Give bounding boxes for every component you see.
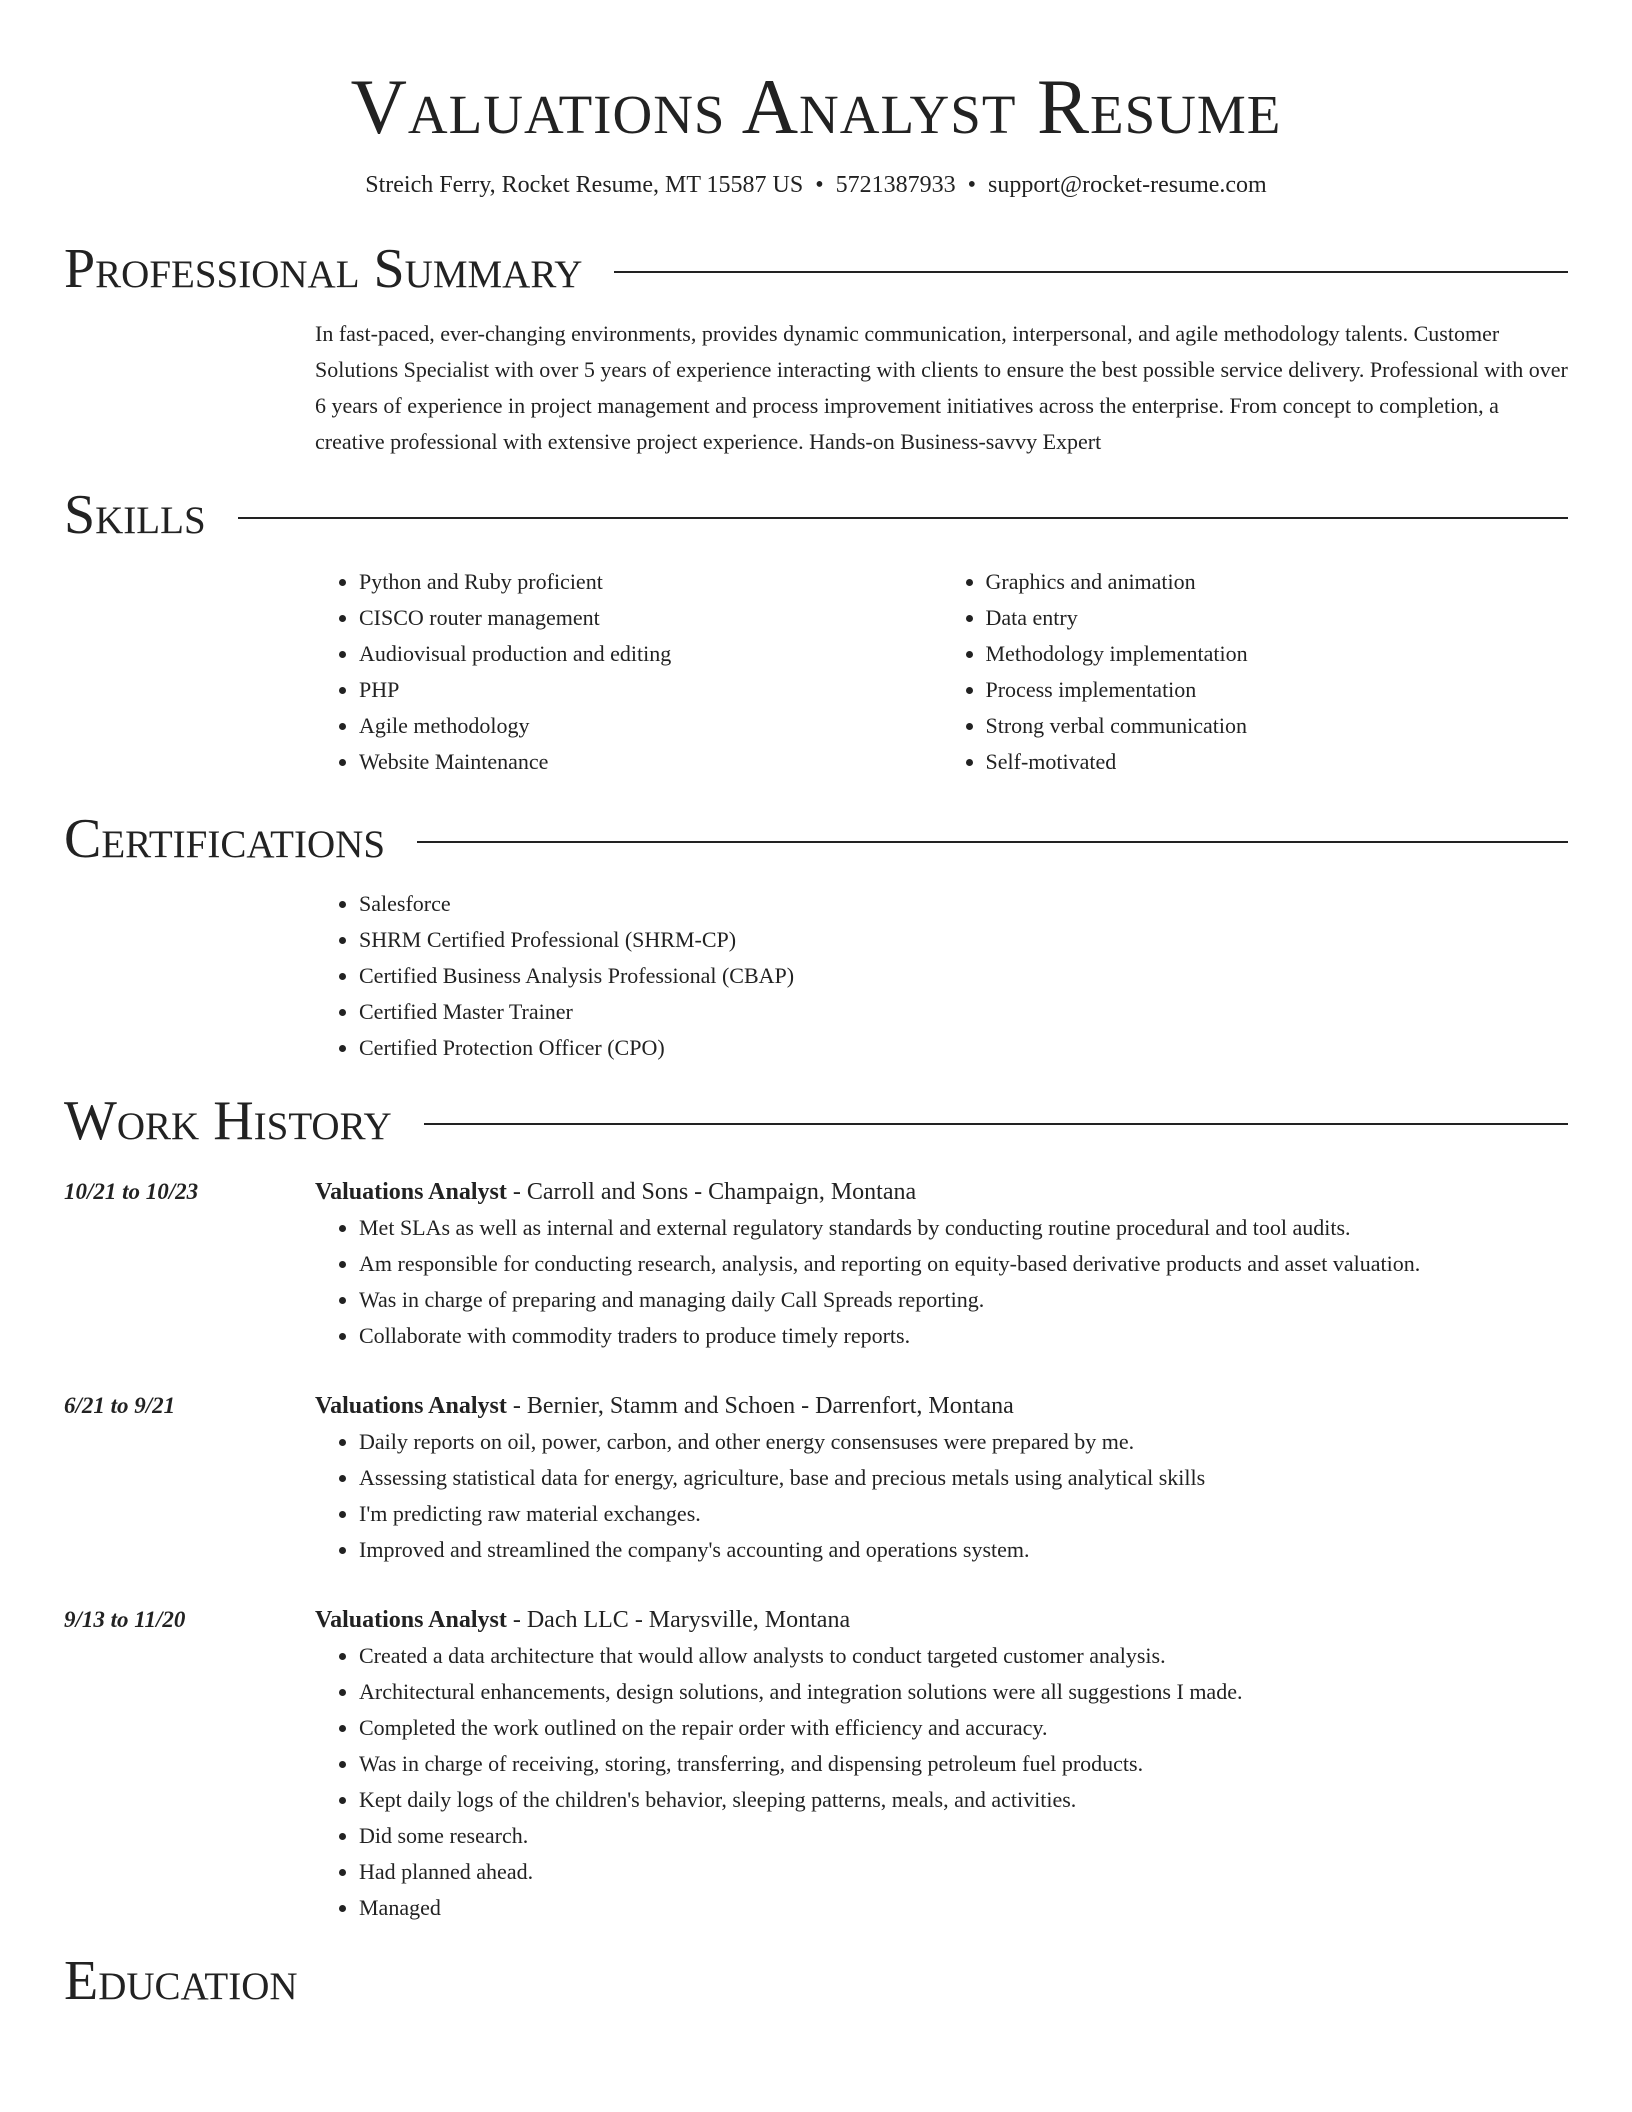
certifications-content (315, 872, 1568, 1066)
job-header (315, 1174, 1568, 1210)
job-entry (64, 1602, 1568, 1926)
section-title-work-history: Work History (64, 1090, 392, 1152)
job-title: Valuations Analyst (315, 1607, 507, 1633)
skill-item: • Graphics and animation (986, 564, 1569, 600)
section-divider (417, 841, 1568, 843)
job-bullets (315, 1424, 1568, 1568)
job-bullets (315, 1210, 1568, 1354)
job-bullets (315, 1638, 1568, 1926)
job-bullet: • Did some research. (359, 1818, 1568, 1854)
job-bullet: • I'm predicting raw material exchanges. (359, 1496, 1568, 1532)
skill-item: • Website Maintenance (359, 744, 942, 780)
job-bullet: • Architectural enhancements, design solutions, and integration solutions were all suggestions I made. (359, 1674, 1568, 1710)
work-section-header (64, 1088, 1568, 1154)
job-company: - Dach LLC - Marysville, Montana (506, 1607, 851, 1633)
job-dates: 6/21 to 9/21 (64, 1393, 176, 1418)
skills-list (315, 548, 1568, 780)
summary-paragraph: In fast-paced, ever-changing environments, provides dynamic communication, interpersonal, and agile methodology talents. Customer Solutions Specialist with over 5 years of experience interacting with clients to ensure the best possible service delivery. Professional with over 6 years of experience in project management and process improvement initiatives across the enterprise. From concept to completion, a creative professional with extensive project experience. Hands-on Business-savvy Expert (315, 321, 1568, 454)
contact-line (64, 170, 1568, 200)
job-body (315, 1388, 1568, 1568)
contact-separator: • (967, 172, 977, 198)
section-title-skills: Skills (64, 484, 206, 546)
certification-item: • Certified Protection Officer (CPO) (359, 1030, 1568, 1066)
job-dates: 9/13 to 11/20 (64, 1607, 186, 1632)
section-divider (424, 1123, 1568, 1125)
skill-item: • Methodology implementation (986, 636, 1569, 672)
education-section-header (64, 1948, 1568, 2014)
job-bullet: • Had planned ahead. (359, 1854, 1568, 1890)
job-bullet: • Collaborate with commodity traders to produce timely reports. (359, 1318, 1568, 1354)
certification-item: • Certified Master Trainer (359, 994, 1568, 1030)
skill-item: • Self-motivated (986, 744, 1569, 780)
certification-item: • SHRM Certified Professional (SHRM-CP) (359, 922, 1568, 958)
certifications-list (315, 886, 1568, 1066)
job-bullet: • Improved and streamlined the company's accounting and operations system. (359, 1532, 1568, 1568)
section-divider (614, 271, 1568, 273)
job-body (315, 1602, 1568, 1926)
job-entry (64, 1174, 1568, 1354)
job-bullet: • Was in charge of preparing and managing daily Call Spreads reporting. (359, 1282, 1568, 1318)
contact-separator: • (815, 172, 824, 198)
certifications-section-header (64, 806, 1568, 872)
skill-item: • Audiovisual production and editing (359, 636, 942, 672)
job-bullet: • Completed the work outlined on the repair order with efficiency and accuracy. (359, 1710, 1568, 1746)
section-title-summary: Professional Summary (64, 238, 583, 300)
contact-address: Streich Ferry, Rocket Resume, MT 15587 US (365, 172, 804, 198)
contact-phone: 5721387933 (835, 172, 956, 198)
job-bullet: • Met SLAs as well as internal and external regulatory standards by conducting routine procedural and tool audits. (359, 1210, 1568, 1246)
contact-email[interactable]: support@rocket-resume.com (988, 172, 1267, 198)
job-bullet: • Daily reports on oil, power, carbon, and other energy consensuses were prepared by me. (359, 1424, 1568, 1460)
job-company: - Carroll and Sons - Champaign, Montana (506, 1179, 917, 1205)
certification-item: • Certified Business Analysis Professional (CBAP) (359, 958, 1568, 994)
certification-item: • Salesforce (359, 886, 1568, 922)
section-divider (238, 517, 1568, 519)
skill-item: • Agile methodology (359, 708, 942, 744)
skill-item: • Strong verbal communication (986, 708, 1569, 744)
job-bullet: • Kept daily logs of the children's behavior, sleeping patterns, meals, and activities. (359, 1782, 1568, 1818)
job-entry (64, 1388, 1568, 1568)
job-title: Valuations Analyst (315, 1393, 507, 1419)
skill-item: • Python and Ruby proficient (359, 564, 942, 600)
job-header (315, 1388, 1568, 1424)
job-bullet: • Am responsible for conducting research, analysis, and reporting on equity-based derivative products and asset valuation. (359, 1246, 1568, 1282)
section-title-certifications: Certifications (64, 808, 386, 870)
job-bullet: • Managed (359, 1890, 1568, 1926)
skill-item: • PHP (359, 672, 942, 708)
job-bullet: • Assessing statistical data for energy, agriculture, base and precious metals using analytical skills (359, 1460, 1568, 1496)
skills-column-left (315, 564, 942, 780)
skill-item: • Process implementation (986, 672, 1569, 708)
summary-section-header (64, 236, 1568, 302)
job-company: - Bernier, Stamm and Schoen - Darrenfort, Montana (506, 1393, 1014, 1419)
skills-column-right (942, 564, 1569, 780)
skill-item: • Data entry (986, 600, 1569, 636)
skill-item: • CISCO router management (359, 600, 942, 636)
job-header (315, 1602, 1568, 1638)
resume-title: Valuations Analyst Resume (350, 63, 1282, 150)
job-body (315, 1174, 1568, 1354)
job-bullet: • Created a data architecture that would allow analysts to conduct targeted customer analysis. (359, 1638, 1568, 1674)
skills-section-header (64, 482, 1568, 548)
summary-content (315, 302, 1568, 460)
section-title-education: Education (64, 1950, 298, 2012)
job-bullet: • Was in charge of receiving, storing, transferring, and dispensing petroleum fuel products. (359, 1746, 1568, 1782)
job-dates: 10/21 to 10/23 (64, 1179, 199, 1204)
job-title: Valuations Analyst (315, 1179, 507, 1205)
